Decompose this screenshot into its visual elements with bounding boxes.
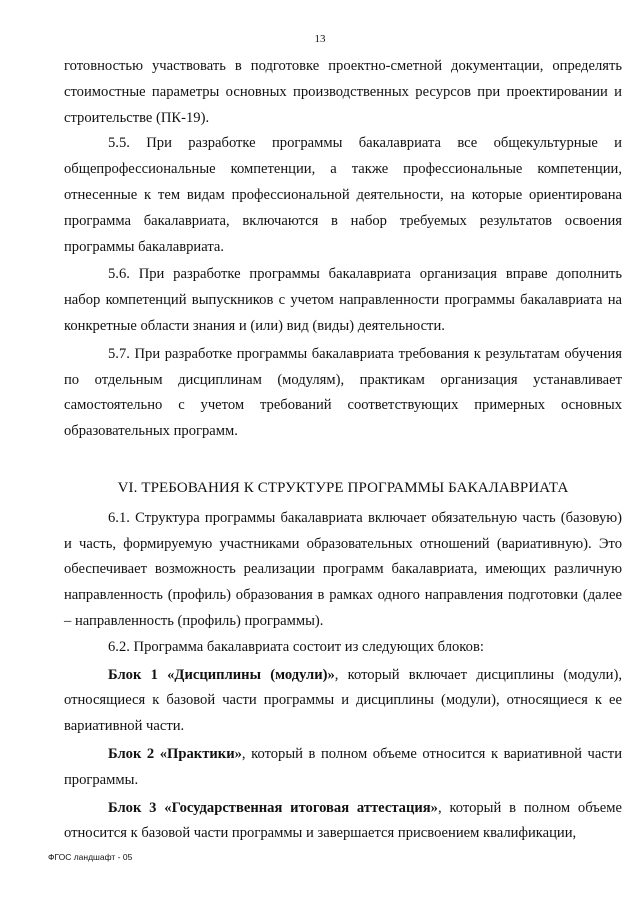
block-2-title: Блок 2 «Практики» [108,745,242,762]
paragraph-5-6: 5.6. При разработке программы бакалавриата организация вправе дополнить набор компетенций выпускников с учетом направленности программы бакалавриата на конкретные области знания и (или) вид (виды) деятельности. [64,266,622,334]
block-3-title: Блок 3 «Государственная итоговая аттестация» [108,799,438,816]
paragraph-6-2: 6.2. Программа бакалавриата состоит из следующих блоков: [108,638,484,655]
block-3-text: , который в полном объеме относится к базовой части программы и завершается присвоением квалификации, [64,799,622,842]
footer-label: ФГОС ландшафт - 05 [48,852,133,862]
block-2-text: , который в полном объеме относится к вариативной части программы. [64,745,622,788]
block-3-paragraph [64,796,622,848]
document-body [64,54,622,847]
block-1-title: Блок 1 «Дисциплины (модули)» [108,666,335,683]
paragraph-6-1: 6.1. Структура программы бакалавриата включает обязательную часть (базовую) и часть, формируемую участниками образовательных отношений (вариативную). Это обеспечивает возможность реализации программ бакалавриата, имеющих различную направленность (профиль) образования в рамках одного направления подготовки (далее – направленность (профиль) программы). [64,509,622,629]
block-1-paragraph [64,663,622,740]
paragraph-5-7: 5.7. При разработке программы бакалавриата требования к результатам обучения по отдельным дисциплинам (модулям), практикам организация устанавливает самостоятельно с учетом требований соответствующих примерных основных образовательных программ. [64,345,622,440]
page-number: 13 [314,33,326,45]
section-heading: VI. ТРЕБОВАНИЯ К СТРУКТУРЕ ПРОГРАММЫ БАКАЛАВРИАТА [117,479,569,496]
paragraph-pk19: готовностью участвовать в подготовке проектно-сметной документации, определять стоимостные параметры основных производственных ресурсов при проектировании и строительстве (ПК-19). [64,58,622,126]
paragraph-5-5: 5.5. При разработке программы бакалавриата все общекультурные и общепрофессиональные компетенции, а также профессиональные компетенции, отнесенные к тем видам профессиональной деятельности, на которые ориентирована программа бакалавриата, включаются в набор требуемых результатов освоения программы бакалавриата. [64,135,622,255]
block-2-paragraph [64,742,622,794]
block-1-text: , который включает дисциплины (модули), относящиеся к базовой части программы и дисциплины (модули), относящиеся к ее вариативной части. [64,666,622,735]
